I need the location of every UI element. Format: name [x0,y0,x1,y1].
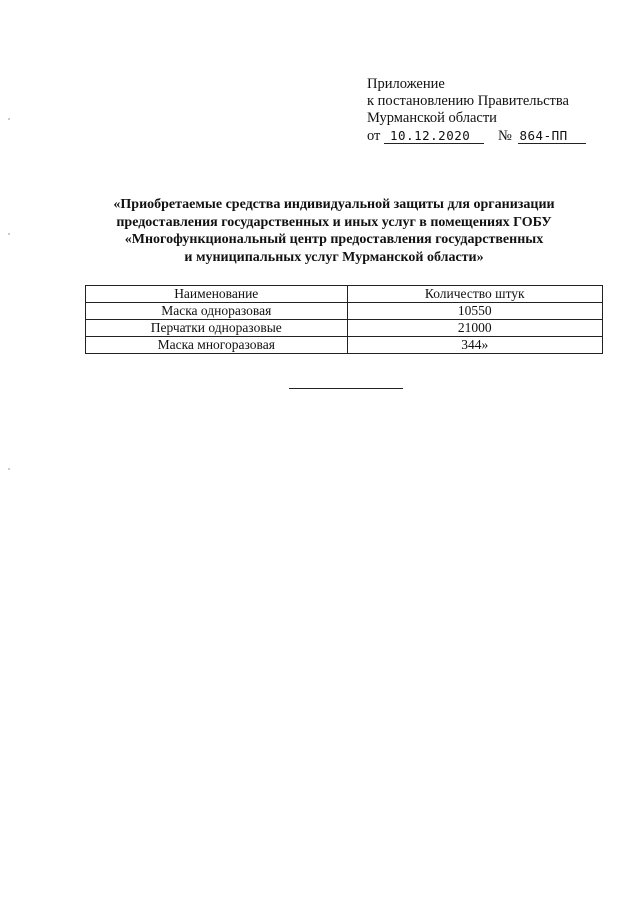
table-header-row [86,286,603,303]
column-header-name: Наименование [86,286,348,303]
table-row [86,337,603,354]
document-title [80,196,588,266]
closing-divider [289,388,403,389]
item-name: Маска многоразовая [86,337,348,354]
scan-artifact [8,233,10,235]
title-line: «Многофункциональный центр предоставления государственных [124,232,544,247]
resolution-date: 10.12.2020 [384,129,484,144]
table-row [86,303,603,320]
item-name: Маска одноразовая [86,303,348,320]
ppe-table [85,285,603,354]
scan-artifact [8,468,10,470]
table-row [86,320,603,337]
number-sign: № [498,128,512,144]
scan-artifact [8,118,10,120]
date-prefix: от [367,128,381,144]
item-quantity: 344» [347,337,603,354]
item-quantity: 21000 [347,320,603,337]
appendix-block [367,76,586,145]
title-line: предоставления государственных и иных услуг в помещениях ГОБУ [116,214,552,230]
resolution-number: 864-ПП [518,129,586,144]
appendix-date-number-line [367,128,586,145]
appendix-heading: Приложение [367,76,445,92]
appendix-resolution-ref: к постановлению Правительства [367,93,569,109]
item-name: Перчатки одноразовые [86,320,348,337]
title-line: и муниципальных услуг Мурманской области» [184,249,484,265]
appendix-region: Мурманской области [367,110,497,126]
item-quantity: 10550 [347,303,603,320]
title-line: «Приобретаемые средства индивидуальной защиты для организации [113,197,555,212]
column-header-quantity: Количество штук [347,286,603,303]
